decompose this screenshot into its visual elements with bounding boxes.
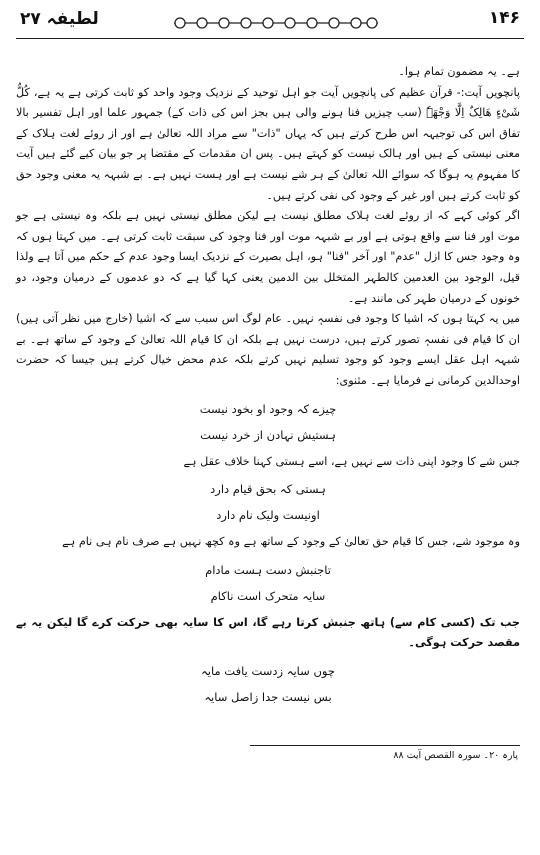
page-number: ۱۴۶ — [488, 8, 520, 28]
verse-line: بس نیست جدا زاصل سایہ — [204, 689, 332, 704]
verse-line: چیزے کہ وجود او بخود نیست — [199, 401, 337, 416]
verse-translation: جب تک (کسی کام سے) ہاتھ جنبش کرتا رہے گا، اس کا سایہ بھی حرکت کرے گا لیکن یہ بے مقصد حرکت ہوگی۔ — [16, 615, 520, 650]
verse-couplet — [16, 396, 520, 448]
verse-line: ہستی کہ بحق قیام دارد — [210, 482, 326, 497]
section-title: لطیفہ ۲۷ — [20, 9, 99, 29]
paragraph: اگر کوئی کہے کہ از روئے لغت ہلاک مطلق نیست ہے لیکن مطلق نیستی نہیں ہے بلکہ وہ نیستی ہے جو موت اور فنا سے واقع ہوتی ہے اور بے شبہہ موت اور فنا وجود کی سبقت ثابت کرتی ہے۔ میں کہتا ہوں کہ وہ وجود جس کا ازل "عدم" اور آخر "فنا" ہو، اہل بصیرت کے نزدیک ایسا وجود عدم کے حکم میں آتا ہے ولذا قیل، الوجود بین العدمین کالطہر المتخلل بین الدمین یعنی کہا گیا ہے کہ دو عدموں کے درمیان وجود، دو خونوں کے درمیان طہر کی مانند ہے۔ — [16, 209, 520, 305]
verse-couplet — [16, 476, 520, 528]
verse-line: چوں سایہ زدست یافت مایہ — [201, 663, 335, 678]
ornament-divider-icon — [174, 16, 378, 30]
header-divider — [16, 38, 524, 39]
verse-line: تاجنبش دست ہست مادام — [205, 562, 331, 577]
page-header — [14, 8, 526, 36]
verse-couplet — [16, 557, 520, 609]
verse-translation: وہ موجود شے، جس کا قیام حق تعالیٰ کے وجود کے ساتھ ہے وہ کچھ نہیں ہے صرف نام ہی نام ہے — [62, 535, 520, 549]
body-text — [16, 62, 520, 714]
paragraph: پانچویں آیت:- قرآن عظیم کی پانچویں آیت جو اہل توحید کے نزدیک وجود واحد کو ثابت کرتی ہے یہ ہے، کُلُّ شَیْءٍ ھَالِکٌ اِلَّا وَجْھَہٗ (سب چیزیں فنا ہونے والی ہیں بجز اس کی ذات کے) جمہور علما اور اہل تفسیر بالا تفاق اس کی توجیہہ اس طرح کرتے ہیں کہ یہاں "ذات" سے مراد اللہ تعالیٰ ہے اور از روئے لغت ہلاک کے معنی نیستی کے ہیں اور ہالک نیست کو کہتے ہیں۔ پس ان مقدمات کے مقتضا پر جو بیان کیے گئے ہیں آیت کا مفہوم یہ ہوگا کہ سوائے اللہ تعالیٰ کے ہر شے نیست ہے اور ہست نہیں ہے۔ بے شبہہ یہ معنی وجود حق کو ثابت کرتے ہیں اور غیر کے وجود کی نفی کرتے ہیں۔ — [16, 85, 520, 202]
paragraph: میں یہ کہتا ہوں کہ اشیا کا وجود فی نفسہٖ نہیں۔ عام لوگ اس سبب سے کہ اشیا (خارج میں نظر آتی ہیں) ان کا قیام فی نفسہٖ تصور کرتے ہیں، درست نہیں ہے بلکہ ان کا قیام اللہ تعالیٰ کے وجود کے ساتھ ہے۔ بے شبہہ اہل عقل ایسے وجود کو وجود تسلیم نہیں کرتے بلکہ عدم محض خیال کرتے ہیں جیسا کہ حضرت اوحدالدین کرمانی نے فرمایا ہے۔ مثنوی: — [16, 312, 520, 387]
footnote-divider — [250, 745, 520, 746]
verse-line: سایہ متحرک است ناکام — [210, 588, 326, 603]
verse-couplet — [16, 658, 520, 710]
paragraph: ہے۔ یہ مضمون تمام ہوا۔ — [398, 65, 520, 78]
verse-line: ہستیش نہادن از خرد نیست — [200, 427, 336, 442]
footnote: پارہ ۲۰۔ سورہ القصص آیت ۸۸ — [393, 750, 518, 761]
verse-translation: جس شے کا وجود اپنی ذات سے نہیں ہے، اسے ہستی کہنا خلاف عقل ہے — [183, 454, 520, 468]
verse-line: اونیست ولیک نام دارد — [216, 508, 320, 523]
